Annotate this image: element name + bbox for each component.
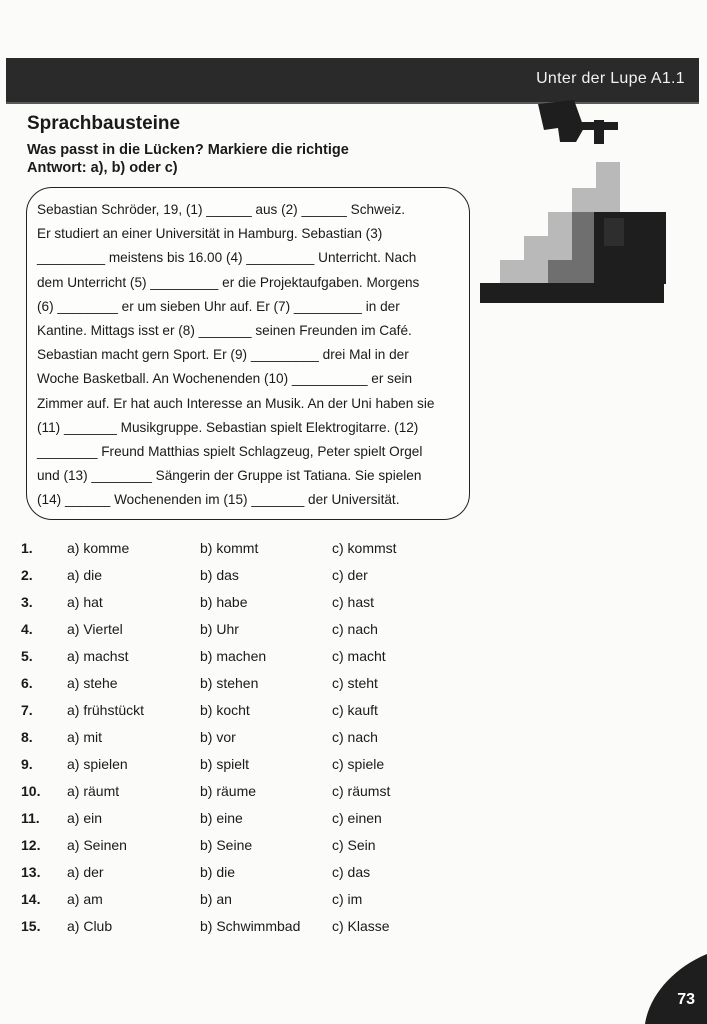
option-b: b) machen — [200, 648, 267, 664]
option-b: b) eine — [200, 810, 243, 826]
option-c: c) macht — [332, 648, 386, 664]
option-a: a) am — [67, 891, 103, 907]
option-a: a) komme — [67, 540, 130, 556]
option-a: a) ein — [67, 810, 103, 826]
option-a: a) stehe — [67, 675, 118, 691]
option-a: a) frühstückt — [67, 702, 145, 718]
question-number: 11. — [21, 810, 40, 826]
option-b: b) die — [200, 864, 236, 880]
option-c: c) steht — [332, 675, 378, 691]
banner-title: Unter der Lupe A1.1 — [536, 70, 685, 87]
cloze-text-box — [26, 187, 470, 520]
option-a: a) räumt — [67, 783, 120, 799]
question-number: 5. — [21, 648, 33, 664]
option-c: c) kommst — [332, 540, 397, 556]
question-number: 10. — [21, 783, 41, 799]
option-a: a) Viertel — [67, 621, 123, 637]
option-b: b) Uhr — [200, 621, 239, 637]
option-c: c) im — [332, 891, 363, 907]
option-b: b) an — [200, 891, 232, 907]
option-c: c) Sein — [332, 837, 376, 853]
text-line: ________ Freund Matthias spielt Schlagzeug, Peter spielt Orgel — [37, 444, 423, 460]
question-number: 1. — [21, 540, 33, 556]
question-number: 9. — [21, 756, 33, 772]
question-number: 7. — [21, 702, 33, 718]
text-line: Zimmer auf. Er hat auch Interesse an Musik. An der Uni haben sie — [37, 395, 435, 411]
option-a: a) der — [67, 864, 104, 880]
option-c: c) das — [332, 864, 371, 880]
option-b: b) das — [200, 567, 239, 583]
question-number: 13. — [21, 864, 41, 880]
text-line: (14) ______ Wochenenden im (15) _______ der Universität. — [37, 492, 400, 508]
instruction-line: Antwort: a), b) oder c) — [27, 160, 178, 176]
option-b: b) kommt — [200, 540, 259, 556]
option-c: c) Klasse — [332, 918, 390, 934]
question-number: 6. — [21, 675, 33, 691]
option-a: a) machst — [67, 648, 129, 664]
question-number: 8. — [21, 729, 33, 745]
option-a: a) Club — [67, 918, 113, 934]
stacked-blocks-illustration — [476, 100, 666, 310]
option-a: a) Seinen — [67, 837, 127, 853]
text-line: (6) ________ er um sieben Uhr auf. Er (7) _________ in der — [37, 298, 400, 314]
option-c: c) räumst — [332, 783, 391, 799]
page-number: 73 — [677, 991, 695, 1008]
text-line: (11) _______ Musikgruppe. Sebastian spielt Elektrogitarre. (12) — [37, 419, 419, 435]
exercise-instruction — [27, 141, 387, 177]
option-b: b) Seine — [200, 837, 253, 853]
option-b: b) Schwimmbad — [200, 918, 301, 934]
text-line: Sebastian macht gern Sport. Er (9) _________ drei Mal in der — [37, 347, 409, 363]
option-b: b) vor — [200, 729, 236, 745]
text-line: Kantine. Mittags isst er (8) _______ seinen Freunden im Café. — [37, 323, 412, 339]
question-number: 2. — [21, 567, 33, 583]
text-line: Woche Basketball. An Wochenenden (10) __________ er sein — [37, 371, 413, 387]
option-a: a) spielen — [67, 756, 128, 772]
option-c: c) spiele — [332, 756, 385, 772]
text-line: _________ meistens bis 16.00 (4) _________ Unterricht. Nach — [37, 250, 417, 266]
option-c: c) einen — [332, 810, 382, 826]
option-c: c) kauft — [332, 702, 378, 718]
question-number: 12. — [21, 837, 41, 853]
text-line: Sebastian Schröder, 19, (1) ______ aus (2) ______ Schweiz. — [37, 202, 406, 217]
option-b: b) räume — [200, 783, 257, 799]
text-line: und (13) ________ Sängerin der Gruppe ist Tatiana. Sie spielen — [37, 468, 422, 484]
text-line: Er studiert an einer Universität in Hamburg. Sebastian (3) — [37, 226, 383, 242]
instruction-line: Was passt in die Lücken? Markiere die richtige — [27, 142, 349, 158]
question-number: 14. — [21, 891, 41, 907]
option-c: c) nach — [332, 621, 378, 637]
option-a: a) die — [67, 567, 103, 583]
option-b: b) kocht — [200, 702, 250, 718]
question-number: 3. — [21, 594, 33, 610]
option-a: a) hat — [67, 594, 103, 610]
option-b: b) spielt — [200, 756, 250, 772]
option-b: b) stehen — [200, 675, 259, 691]
question-number: 15. — [21, 918, 41, 934]
exercise-title: Sprachbausteine — [27, 113, 181, 134]
option-c: c) der — [332, 567, 368, 583]
header-banner — [6, 58, 699, 102]
question-number: 4. — [21, 621, 33, 637]
option-b: b) habe — [200, 594, 248, 610]
option-a: a) mit — [67, 729, 102, 745]
option-c: c) hast — [332, 594, 375, 610]
option-c: c) nach — [332, 729, 378, 745]
page-corner-tab — [645, 954, 707, 1024]
text-line: dem Unterricht (5) _________ er die Projektaufgaben. Morgens — [37, 274, 420, 290]
